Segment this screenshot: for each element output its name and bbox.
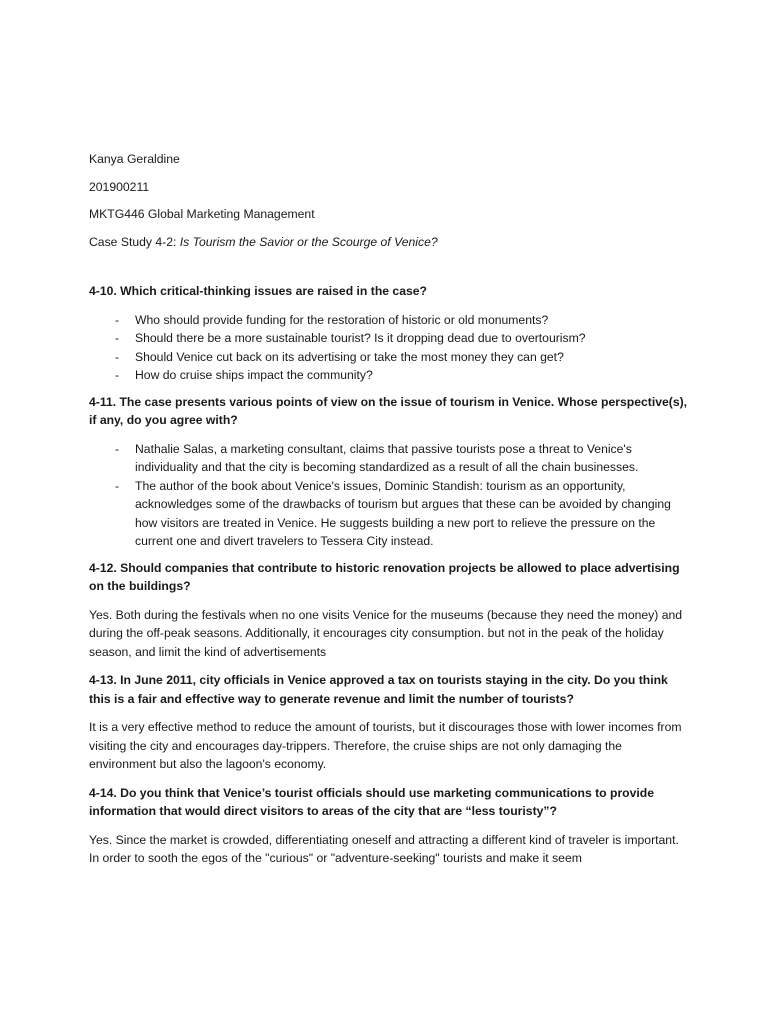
question-4-14: 4-14. Do you think that Venice’s tourist officials should use marketing communications to provide information that would direct visitors to areas of the city that are “less touristy”?	[89, 785, 655, 818]
case-study-title	[89, 233, 689, 252]
answer-4-14: Yes. Since the market is crowded, differentiating oneself and attracting a different kind of traveler is important. In order to sooth the egos of the "curious" or "adventure-seeking" tourists and make it seem	[89, 832, 679, 865]
list-item: - Should Venice cut back on its advertising or take the most money they can get?	[89, 348, 689, 367]
course-title: MKTG446 Global Marketing Management	[89, 207, 315, 221]
question-4-12: 4-12. Should companies that contribute to historic renovation projects be allowed to place advertising on the buildings?	[89, 560, 680, 593]
case-study-prefix: Case Study 4-2:	[89, 234, 180, 249]
answer-4-13: It is a very effective method to reduce the amount of tourists, but it discourages those with lower incomes from visiting the city and encourages day-trippers. Therefore, the cruise ships are not only damaging the environment but also the lagoon's economy.	[89, 720, 682, 771]
document-page	[89, 150, 689, 878]
question-4-10: 4-10. Which critical-thinking issues are raised in the case?	[89, 284, 427, 298]
list-item: - The author of the book about Venice's issues, Dominic Standish: tourism as an opportunity, acknowledges some of the drawbacks of tourism but argues that these can be avoided by changing how visitors are treated in Venice. He suggests building a new port to relieve the pressure on the current one and divert travelers to Tessera City instead.	[89, 477, 689, 551]
bullet-list-4-11	[89, 440, 689, 551]
bullet-list-4-10	[89, 311, 689, 385]
list-item: - Who should provide funding for the restoration of historic or old monuments?	[89, 311, 689, 330]
case-study-name: Is Tourism the Savior or the Scourge of Venice?	[179, 234, 438, 249]
list-item: - Should there be a more sustainable tourist? Is it dropping dead due to overtourism?	[89, 329, 689, 348]
author-name: Kanya Geraldine	[89, 152, 180, 166]
answer-4-12: Yes. Both during the festivals when no one visits Venice for the museums (because they need the money) and during the off-peak seasons. Additionally, it encourages city consumption. but not in the peak of the holiday season, and limit the kind of advertisements	[89, 607, 683, 659]
student-id: 201900211	[89, 179, 150, 194]
list-item: - How do cruise ships impact the community?	[89, 366, 689, 385]
list-item: - Nathalie Salas, a marketing consultant, claims that passive tourists pose a threat to Venice's individuality and that the city is becoming standardized as a result of all the chain businesses.	[89, 440, 689, 477]
question-4-13: 4-13. In June 2011, city officials in Venice approved a tax on tourists staying in the city. Do you think this is a fair and effective way to generate revenue and limit the number of tourists?	[89, 673, 668, 706]
question-4-11: 4-11. The case presents various points of view on the issue of tourism in Venice. Whose perspective(s), if any, do you agree with?	[89, 394, 688, 427]
